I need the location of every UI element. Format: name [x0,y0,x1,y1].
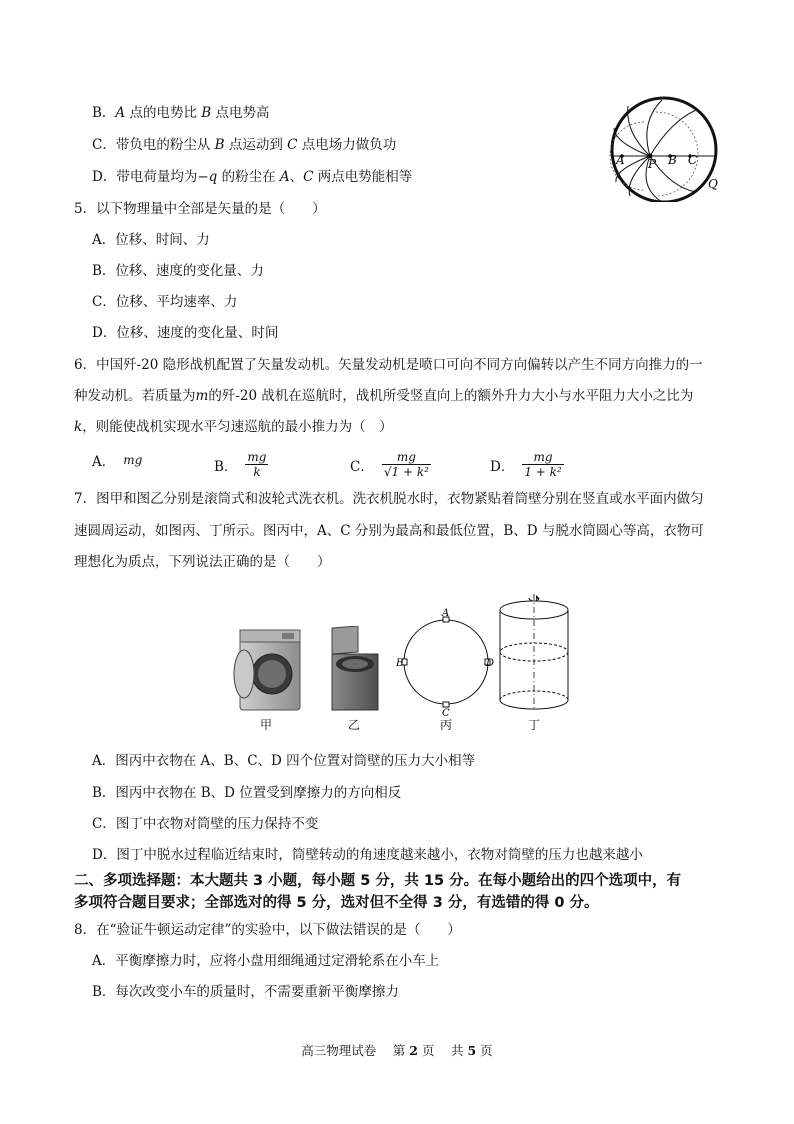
q6-stem-line2: 种发动机。若质量为m的歼-20 战机在巡航时，战机所受竖直向上的额外升力大小与水平阻力大小之比为 [74,388,694,404]
circle-label-d: D [486,658,495,669]
q7-option-a: A．图丙中衣物在 A、B、C、D 四个位置对筒壁的压力大小相等 [92,753,476,769]
circle-label-b: B [396,658,404,669]
field-label-b: B [668,153,677,167]
circle-label-a: A [442,608,450,619]
footer-title: 高三物理试卷 [301,1043,377,1058]
q5-stem: 5．以下物理量中全部是矢量的是（ ） [74,201,326,217]
q5-option-b: B．位移、速度的变化量、力 [92,263,264,279]
q5-option-c: C．位移、平均速率、力 [92,294,238,310]
section2-heading-line2: 多项符合题目要求；全部选对的得 5 分，选对但不全得 3 分，有选错的得 0 分。 [74,895,599,911]
q8-option-a: A．平衡摩擦力时，应将小盘用细绳通过定滑轮系在小车上 [92,953,440,969]
q8-stem: 8．在“验证牛顿运动定律”的实验中，以下做法错误的是（ ） [74,922,461,938]
circle-label-c: C [442,708,450,716]
q7-option-b: B．图丙中衣物在 B、D 位置受到摩擦力的方向相反 [92,785,402,801]
q6-option-d: D． $\frac{mg}{\text{1 + k²}}$ [490,450,562,479]
rotating-cylinder-diagram [496,590,572,714]
q5-option-d: D．位移、速度的变化量、时间 [92,325,279,341]
q4-option-d: D．带电荷量均为−q 的粉尘在 A、C 两点电势能相等 [92,169,413,185]
caption-yi: 乙 [348,718,361,732]
q6-option-a: A． mg [92,453,143,470]
caption-bing: 丙 [440,718,453,732]
q6-stem-line3: k，则能使战机实现水平匀速巡航的最小推力为（ ） [74,419,393,435]
field-label-a: A [616,153,625,167]
q6-option-b: B． $\frac{mg}{k}$ [214,450,267,479]
field-label-p: P [648,157,657,171]
field-label-q: Q [708,177,718,191]
page-number: 2 [409,1043,418,1058]
section2-heading-line1: 二、多项选择题：本大题共 3 小题，每小题 5 分，共 15 分。在每小题给出的四个选项中，有 [74,873,682,889]
top-load-washer-image [328,626,384,712]
sqrt-sign: √ [383,465,392,479]
field-label-c: C [688,153,698,167]
q5-option-a: A．位移、时间、力 [92,232,210,248]
q7-option-d: D．图丁中脱水过程临近结束时，筒壁转动的角速度越来越小，衣物对筒壁的压力也越来越小 [92,847,643,863]
caption-ding: 丁 [528,718,541,732]
q4-option-c: C．带负电的粉尘从 B 点运动到 C 点电场力做负功 [92,137,397,153]
q7-stem-line1: 7．图甲和图乙分别是滚筒式和波轮式洗衣机。洗衣机脱水时，衣物紧贴着筒壁分别在竖直或水平面内做匀 [74,491,704,507]
q8-option-b: B．每次改变小车的质量时，不需要重新平衡摩擦力 [92,984,399,1000]
q7-stem-line3: 理想化为质点，下列说法正确的是（ ） [74,554,331,570]
electric-field-figure [600,92,730,202]
page-footer: 高三物理试卷 第 2 页 共 5 页 [301,1043,493,1058]
front-load-washer-image [232,628,304,712]
q6-option-c: C． $\frac{mg}{\text{√1 + k²}}$ [350,450,429,479]
q6-stem-line1: 6．中国歼-20 隐形战机配置了矢量发动机。矢量发动机是喷口可向不同方向偏转以产生不同方向推力的一 [74,357,703,373]
q4-option-b: B．A 点的电势比 B 点电势高 [92,105,270,121]
q7-stem-line2: 速圆周运动，如图丙、丁所示。图丙中，A、C 分别为最高和最低位置，B、D 与脱水筒圆心等高，衣物可 [74,523,704,539]
page-total: 5 [467,1043,477,1058]
caption-jia: 甲 [260,718,273,732]
q7-option-c: C．图丁中衣物对筒壁的压力保持不变 [92,816,319,832]
vertical-circle-diagram [396,606,496,716]
